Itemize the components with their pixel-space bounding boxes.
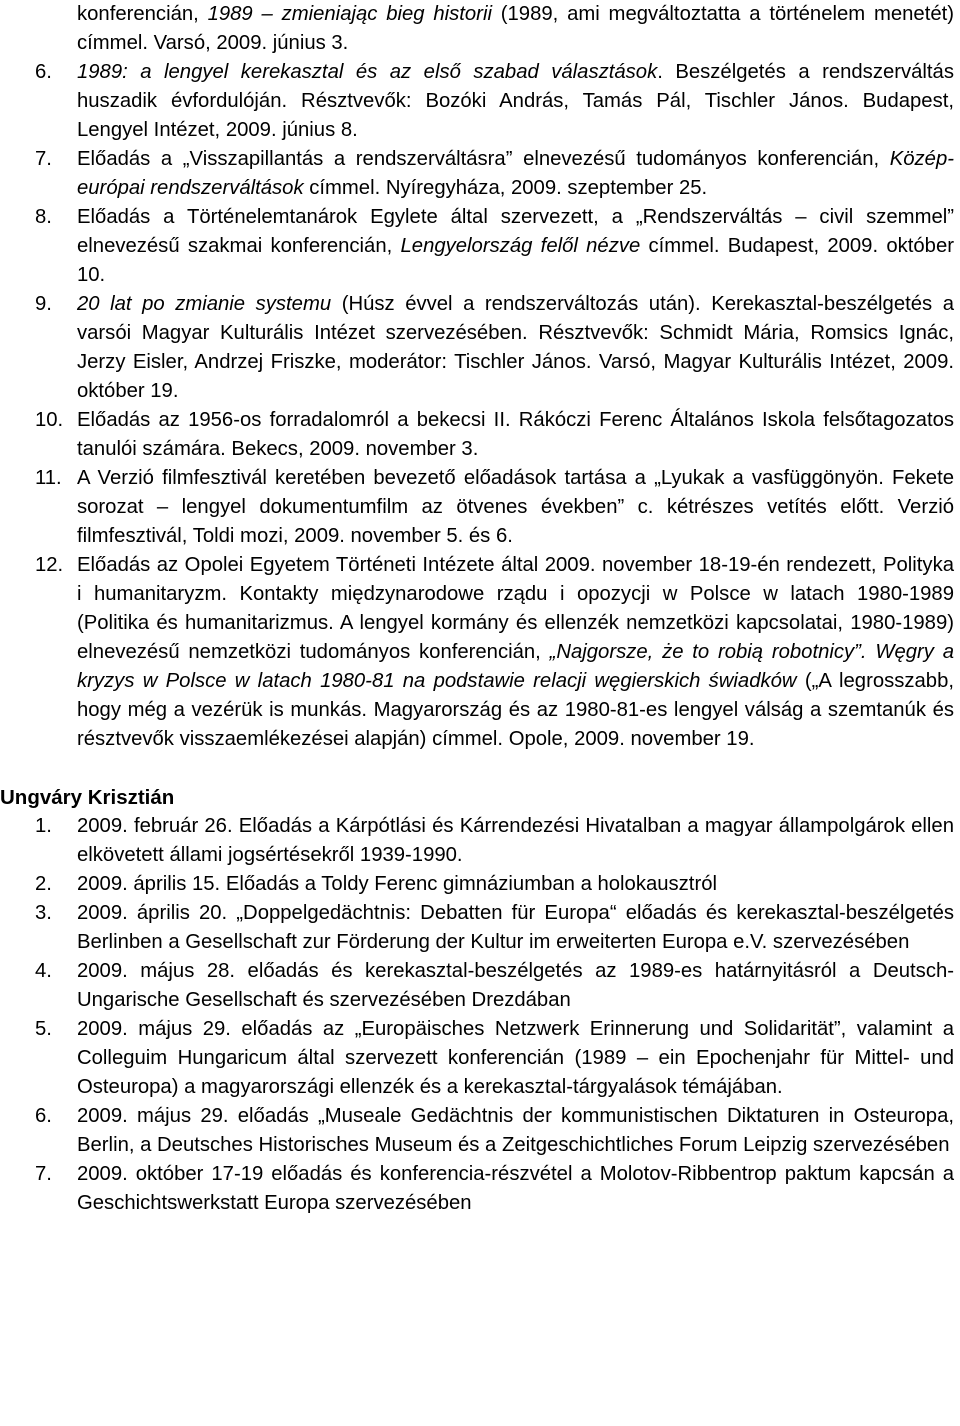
text-segment: („A legrosszabb, hogy még a vezérük is munkás. Magyarország és az 1980-81-es lengyel válság a szemtanúk és résztvevők visszaemlékezései alapján) címmel. Opole, 2009. november 19. (77, 670, 955, 750)
list-item (0, 812, 960, 870)
list-item (0, 1102, 960, 1160)
item-number: 2. (35, 873, 52, 895)
item-number: 4. (35, 960, 52, 982)
text-segment: 2009. május 29. előadás az „Europäisches Netzwerk Erinnerung und Solidarität”, valamint a Colleguim Hungaricum által szervezett konferencián (1989 – ein Epochenjahr für Mittel- und Osteuropa) a magyarországi ellenzék és a kerekasztal-tárgyalások témájában. (77, 1018, 954, 1098)
text-segment: konferencián, (77, 3, 208, 25)
section-gap (0, 754, 960, 783)
list-item (0, 1160, 960, 1218)
item-number: 11. (35, 467, 62, 489)
item-text (77, 1018, 954, 1098)
item-text (77, 960, 954, 1011)
italic-title: 1989: a lengyel kerekasztal és az első szabad választások (77, 61, 658, 83)
item-text (77, 293, 954, 402)
item-text (77, 902, 954, 953)
italic-title: 1989 – zmieniając bieg historii (207, 3, 492, 25)
text-segment: Előadás a „Visszapillantás a rendszerváltásra” elnevezésű tudományos konferencián, (77, 148, 890, 170)
item-text (77, 206, 954, 286)
list-item (0, 290, 960, 406)
item-text (77, 61, 954, 141)
item-number: 7. (35, 148, 52, 170)
list-item (0, 870, 960, 899)
italic-title: 20 lat po zmianie systemu (77, 293, 332, 315)
item-number: 10. (35, 409, 64, 431)
list-item (0, 551, 960, 754)
text-segment: 2009. október 17-19 előadás és konferencia-részvétel a Molotov-Ribbentrop paktum kapcsán a Geschichtswerkstatt Europa szervezésében (77, 1163, 954, 1214)
item-text (77, 148, 954, 199)
list-item (0, 899, 960, 957)
text-segment: 2009. február 26. Előadás a Kárpótlási és Kárrendezési Hivatalban a magyar állampolgárok ellen elkövetett állami jogsértésekről 1939-1990. (77, 815, 954, 866)
text-segment: címmel. Budapest, 2009. október 10. (77, 235, 954, 286)
item-text (77, 873, 717, 895)
text-segment: Előadás az 1956-os forradalomról a bekecsi II. Rákóczi Ferenc Általános Iskola felsőtagozatos tanulói számára. Bekecs, 2009. november 3. (77, 409, 954, 460)
publication-list-1 (0, 58, 960, 754)
list-item (0, 1015, 960, 1102)
item-number: 3. (35, 902, 52, 924)
item-text (77, 1163, 954, 1214)
item-text (77, 467, 954, 547)
text-segment: 2009. április 20. „Doppelgedächtnis: Debatten für Europa“ előadás és kerekasztal-beszélgetés Berlinben a Gesellschaft zur Förderung der Kultur im erweiterten Europa e.V. szervezésében (77, 902, 954, 953)
list-item (0, 145, 960, 203)
item-number: 9. (35, 293, 52, 315)
list-item (0, 203, 960, 290)
text-segment: 2009. május 29. előadás „Museale Gedächtnis der kommunistischen Diktaturen in Osteuropa, Berlin, a Deutsches Historisches Museum és a Zeitgeschichtliches Forum Leipzig szervezésében (77, 1105, 954, 1156)
item-number: 5. (35, 1018, 52, 1040)
item-text (77, 554, 954, 750)
item-text (77, 815, 954, 866)
text-segment: 2009. május 28. előadás és kerekasztal-beszélgetés az 1989-es határnyitásról a Deutsch-Ungarische Gesellschaft és szervezésében Drezdában (77, 960, 954, 1011)
item-text (77, 409, 954, 460)
item-number: 8. (35, 206, 52, 228)
text-segment: címmel. Nyíregyháza, 2009. szeptember 25. (303, 177, 708, 199)
text-segment: Előadás a Történelemtanárok Egylete által szervezett, a „Rendszerváltás – civil szemmel” elnevezésű szakmai konferencián, (77, 206, 954, 257)
list-item (0, 464, 960, 551)
item-number: 6. (35, 1105, 52, 1127)
italic-title: Közép-európai rendszerváltások (77, 148, 954, 199)
item-number: 7. (35, 1163, 52, 1185)
text-segment: Előadás az Opolei Egyetem Történeti Intézete által 2009. november 18-19-én rendezett, Polityka i humanitaryzm. Kontakty międzynarodowe rządu i opozycji w Polsce w latach 1980-1989 (Politika és humanitarizmus. A lengyel kormány és ellenzék nemzetközi kapcsolatai, 1980-1989) elnevezésű nemzetközi tudományos konferencián, (77, 554, 954, 663)
item-text (77, 1105, 954, 1156)
text-segment: (Húsz évvel a rendszerváltozás után). Kerekasztal-beszélgetés a varsói Magyar Kulturális Intézet szervezésében. Résztvevők: Schmidt Mária, Romsics Ignác, Jerzy Eisler, Andrzej Friszke, moderátor: Tischler János. Varsó, Magyar Kulturális Intézet, 2009. október 19. (77, 293, 954, 402)
list-item (0, 957, 960, 1015)
italic-title: „Najgorsze, że to robią robotnicy”. Węgry a kryzys w Polsce w latach 1980-81 na podstawie relacji węgierskich świadków (77, 641, 954, 692)
publication-list-2 (0, 812, 960, 1218)
list-item (0, 406, 960, 464)
text-segment: (1989, ami megváltoztatta a történelem menetét) címmel. Varsó, 2009. június 3. (77, 3, 954, 54)
list-item (0, 58, 960, 145)
item-number: 12. (35, 554, 64, 576)
italic-title: Lengyelország felől nézve (400, 235, 641, 257)
text-segment: . Beszélgetés a rendszerváltás huszadik évfordulóján. Résztvevők: Bozóki András, Tamás Pál, Tischler János. Budapest, Lengyel Intézet, 2009. június 8. (77, 61, 954, 141)
author-heading: Ungváry Krisztián (0, 786, 175, 809)
item-number: 1. (35, 815, 52, 837)
item-number: 6. (35, 61, 52, 83)
continued-paragraph (0, 0, 960, 58)
text-segment: 2009. április 15. Előadás a Toldy Ferenc gimnáziumban a holokausztról (77, 873, 717, 895)
text-segment: A Verzió filmfesztivál keretében bevezető előadások tartása a „Lyukak a vasfüggönyön. Fekete sorozat – lengyel dokumentumfilm az ötvenes években” c. kétrészes vetítés előtt. Verzió filmfesztivál, Toldi mozi, 2009. november 5. és 6. (77, 467, 954, 547)
